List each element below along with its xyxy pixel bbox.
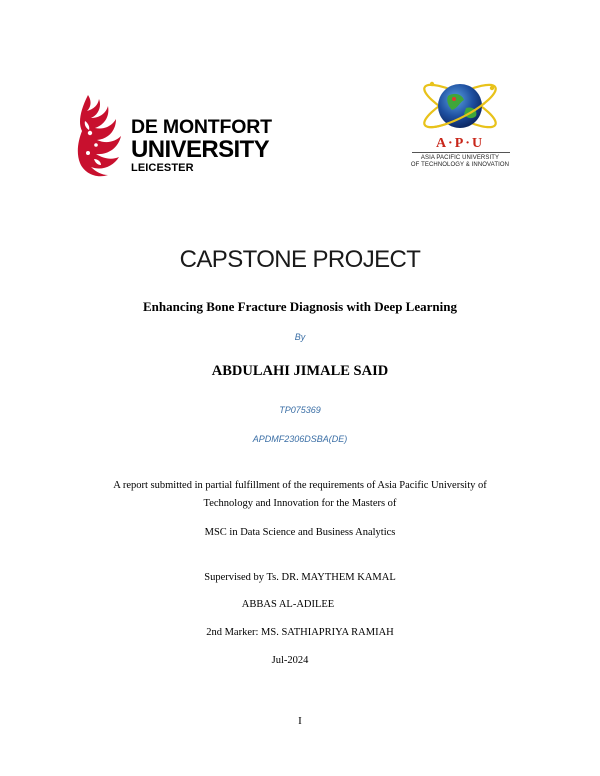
dmu-emblem-icon	[74, 93, 130, 177]
apu-divider	[412, 152, 510, 153]
dmu-wordmark-line3: LEICESTER	[131, 161, 194, 174]
by-label: By	[294, 332, 306, 342]
second-marker: 2nd Marker: MS. SATHIAPRIYA RAMIAH	[206, 627, 394, 638]
apu-subtitle-line2: OF TECHNOLOGY & INNOVATION	[410, 162, 510, 168]
project-subtitle: Enhancing Bone Fracture Diagnosis with Deep Learning	[143, 299, 457, 314]
dmu-wordmark-line1: DE MONTFORT	[131, 116, 272, 138]
supervisor-line2: ABBAS AL-ADILEE	[241, 599, 335, 610]
report-statement-line2: Technology and Innovation for the Masters of	[203, 498, 397, 509]
apu-globe-icon	[408, 72, 512, 136]
report-statement-line3: MSC in Data Science and Business Analytics	[204, 527, 396, 538]
author-name: ABDULAHI JIMALE SAID	[211, 363, 389, 379]
apu-logo	[408, 72, 512, 168]
dmu-wordmark	[131, 118, 272, 174]
page-title: CAPSTONE PROJECT	[179, 246, 421, 273]
report-statement-line1: A report submitted in partial fulfillment of the requirements of Asia Pacific University of	[113, 480, 487, 491]
supervisor-line1: Supervised by Ts. DR. MAYTHEM KAMAL	[204, 572, 396, 583]
apu-letters: A·P·U	[435, 136, 485, 151]
page-number: I	[298, 715, 302, 727]
programme-code: APDMF2306DSBA(DE)	[252, 434, 348, 444]
submission-date: Jul-2024	[271, 655, 309, 666]
student-id: TP075369	[279, 405, 321, 415]
dmu-wordmark-line2: UNIVERSITY	[131, 135, 270, 163]
apu-subtitle-line1: ASIA PACIFIC UNIVERSITY	[420, 155, 500, 161]
dmu-logo	[74, 93, 274, 177]
